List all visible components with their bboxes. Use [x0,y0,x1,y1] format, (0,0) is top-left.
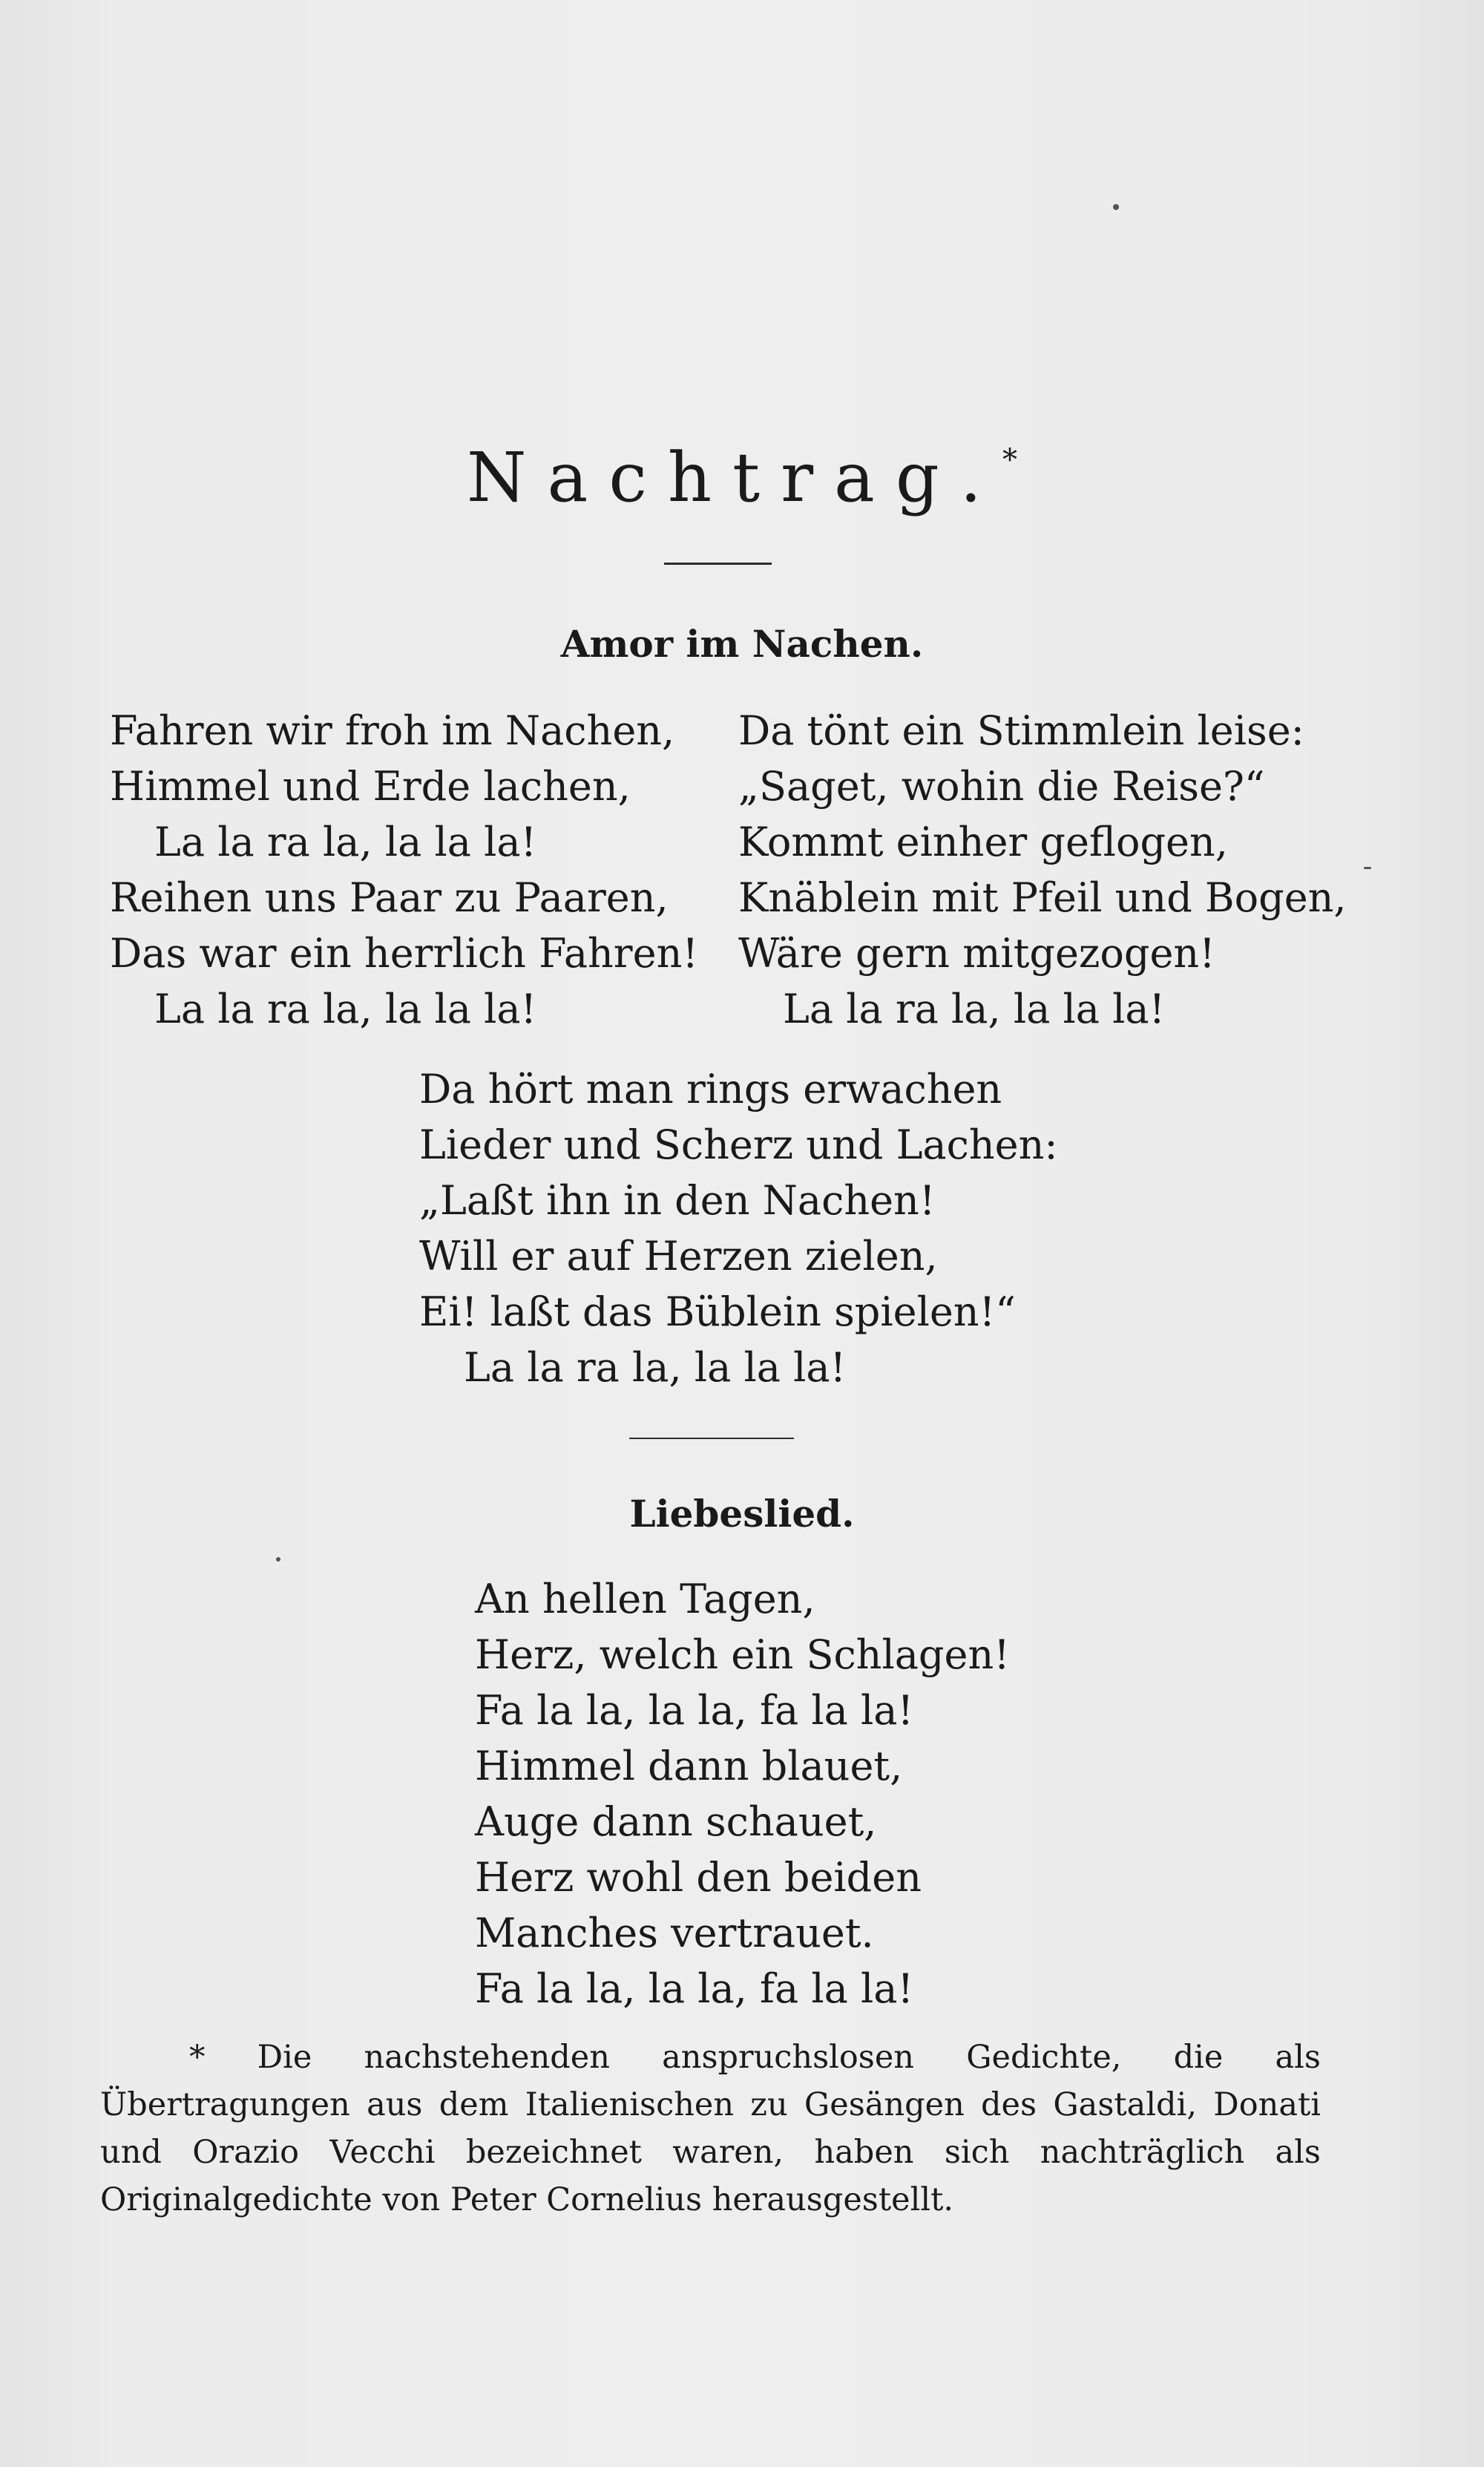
verse-line: Herz wohl den beiden [475,1854,922,1901]
verse-line: Himmel dann blauet, [475,1743,903,1789]
verse-line: Fa la la, la la, fa la la! [475,1687,914,1734]
verse-line: Lieder und Scherz und Lachen: [419,1121,1058,1168]
verse-line: Kommt einher geflogen, [738,819,1228,865]
verse-line: Da tönt ein Stimmlein leise: [738,707,1304,754]
stanza-liebeslied [475,1571,1010,2016]
section-divider [629,1438,794,1439]
footnote: * Die nachstehenden anspruchslosen Gedichte, die als Übertragungen aus dem Italienischen zu Gesängen des Gastaldi, Donati und Orazio Vecchi bezeichnet waren, haben sich nachträglich als Originalgedichte von Peter Cornelius herausgestellt. [100,2039,1321,2218]
verse-line: „Laßt ihn in den Nachen! [419,1177,936,1224]
verse-line: Das war ein herrlich Fahren! [110,930,699,977]
print-speck [1113,204,1119,210]
verse-line: La la ra la, la la la! [154,819,537,865]
verse-line: La la ra la, la la la! [154,986,537,1032]
poem-title-liebeslied: Liebeslied. [629,1492,855,1536]
verse-line: „Saget, wohin die Reise?“ [738,763,1265,810]
stanza-right [738,703,1347,1037]
print-speck [1364,867,1371,869]
verse-line: Reihen uns Paar zu Paaren, [110,874,669,921]
verse-line: Knäblein mit Pfeil und Bogen, [738,874,1347,921]
verse-line: Ei! laßt das Büblein spielen!“ [419,1288,1016,1335]
page-title [0,438,1484,517]
poem-title-amor: Amor im Nachen. [560,622,924,666]
verse-line: Auge dann schauet, [475,1798,877,1845]
verse-line: Fahren wir froh im Nachen, [110,707,675,754]
verse-line: Manches vertrauet. [475,1910,874,1956]
footnote-marker: * [1002,443,1018,478]
verse-line: An hellen Tagen, [475,1576,815,1622]
verse-line: Wäre gern mitgezogen! [738,930,1215,977]
verse-line: La la ra la, la la la! [464,1344,847,1391]
verse-line: Himmel und Erde lachen, [110,763,631,810]
page-title-text: Nachtrag. [466,438,1003,517]
verse-line: Fa la la, la la, fa la la! [475,1965,914,2012]
verse-line: Da hört man rings erwachen [419,1066,1002,1113]
title-divider [664,563,772,565]
print-speck [276,1557,280,1562]
stanza-left [110,703,698,1037]
verse-line: La la ra la, la la la! [783,986,1166,1032]
stanza-center [419,1061,1058,1395]
verse-line: Herz, welch ein Schlagen! [475,1631,1010,1678]
verse-line: Will er auf Herzen zielen, [419,1233,938,1280]
